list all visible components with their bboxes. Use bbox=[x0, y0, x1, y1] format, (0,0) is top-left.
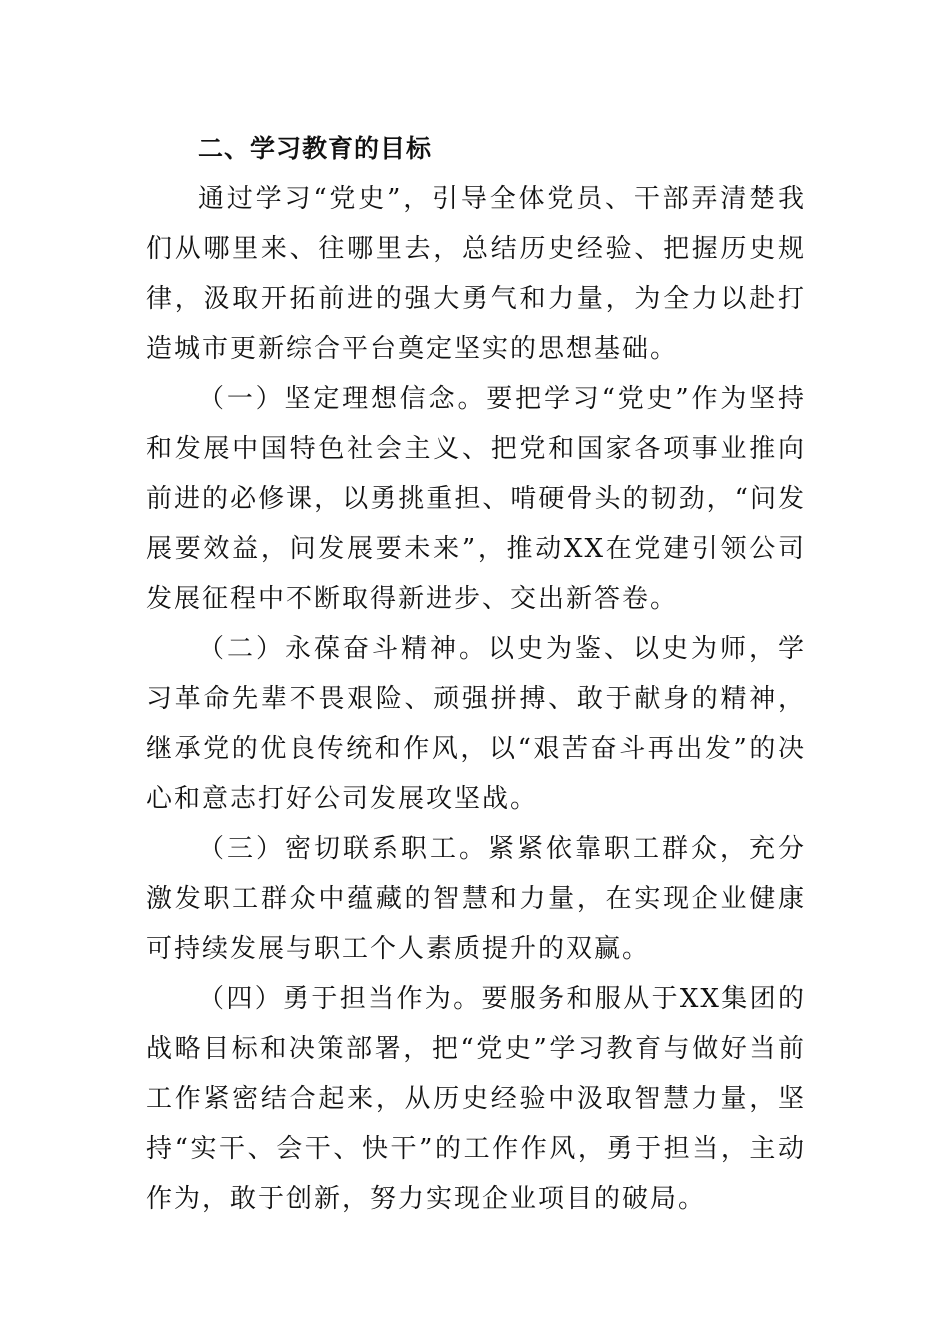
paragraph-responsibility: （四）勇于担当作为。要服务和服从于XX集团的战略目标和决策部署，把“党史”学习教育与做好当前工作紧密结合起来，从历史经验中汲取智慧力量，坚持“实干、会干、快干”的工作作风，勇于担当，主动作为，敢于创新，努力实现企业项目的破局。 bbox=[146, 984, 806, 1214]
paragraph-ideals: （一）坚定理想信念。要把学习“党史”作为坚持和发展中国特色社会主义、把党和国家各项事业推向前进的必修课，以勇挑重担、啃硬骨头的韧劲，“问发展要效益，问发展要未来”，推动XX在党建引领公司发展征程中不断取得新进步、交出新答卷。 bbox=[146, 384, 806, 614]
section-heading: 二、学习教育的目标 bbox=[198, 134, 433, 163]
document-body bbox=[146, 124, 806, 1224]
paragraph-workers: （三）密切联系职工。紧紧依靠职工群众，充分激发职工群众中蕴藏的智慧和力量，在实现企业健康可持续发展与职工个人素质提升的双赢。 bbox=[146, 834, 806, 964]
intro-paragraph: 通过学习“党史”，引导全体党员、干部弄清楚我们从哪里来、往哪里去，总结历史经验、把握历史规律，汲取开拓前进的强大勇气和力量，为全力以赴打造城市更新综合平台奠定坚实的思想基础。 bbox=[146, 184, 806, 364]
paragraph-spirit: （二）永葆奋斗精神。以史为鉴、以史为师，学习革命先辈不畏艰险、顽强拼搏、敢于献身的精神，继承党的优良传统和作风，以“艰苦奋斗再出发”的决心和意志打好公司发展攻坚战。 bbox=[146, 634, 806, 814]
